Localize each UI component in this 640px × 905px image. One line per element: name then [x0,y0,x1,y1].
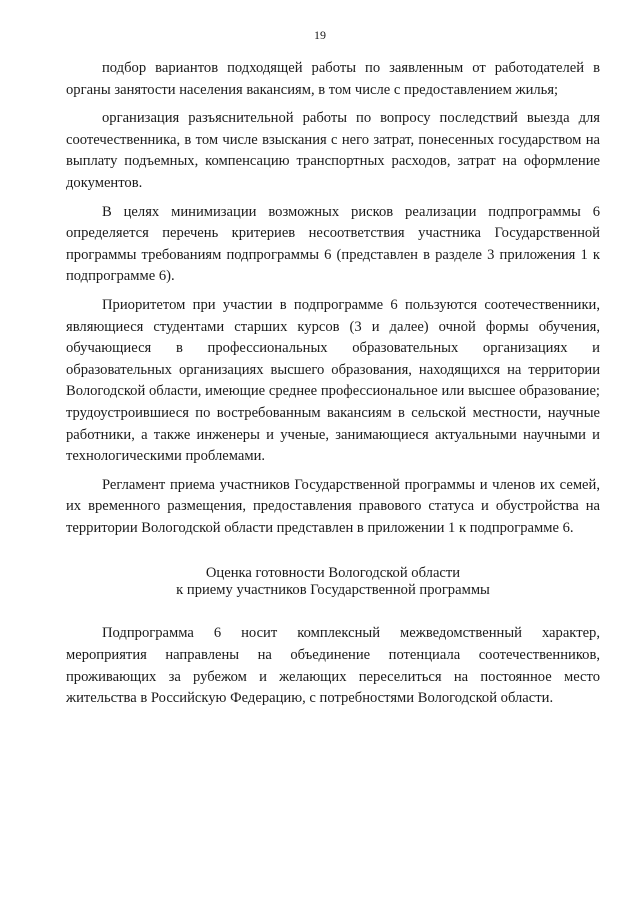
paragraph-subprogram-character: Подпрограмма 6 носит комплексный межведомственный характер, мероприятия направлены на объединение потенциала соотечественников, проживающих за рубежом и желающих переселиться на постоянное место жительства в Российскую Федерацию, с потребностями Вологодской области. [66,625,600,707]
paragraph-explanatory-work: организация разъяснительной работы по вопросу последствий выезда для соотечественника, в том числе взыскания с него затрат, понесенных государством на выплату подъемных, компенсацию транспортных расходов, затрат на оформление документов. [66,110,600,191]
page-number: 19 [314,28,326,42]
paragraph-priority: Приоритетом при участии в подпрограмме 6 пользуются соотечественники, являющиеся студентами старших курсов (3 и далее) очной формы обучения, обучающиеся в профессиональных образовательных организациях и образовательных организациях высшего образования, находящихся на территории Вологодской области, имеющие среднее профессиональное или высшее образование; трудоустроившиеся по востребованным вакансиям в сельской местности, научные работники, а также инженеры и ученые, занимающиеся актуальными научными и технологическими проблемами. [66,296,600,465]
section-heading-line-2: к приему участников Государственной программы [176,582,490,599]
paragraph-regulation: Регламент приема участников Государственной программы и членов их семей, их временного размещения, предоставления правового статуса и обустройства на территории Вологодской области представлен в приложении 1 к подпрограмме 6. [66,476,600,536]
paragraph-risk-minimization: В целях минимизации возможных рисков реализации подпрограммы 6 определяется перечень критериев несоответствия участника Государственной программы требованиям подпрограммы 6 (представлен в разделе 3 приложения 1 к подпрограмме 6). [66,203,600,285]
section-heading-line-1: Оценка готовности Вологодской области [205,565,461,582]
paragraph-job-selection: подбор вариантов подходящей работы по заявленным от работодателей в органы занятости населения вакансиям, в том числе с предоставлением жилья; [66,60,600,98]
section-heading [66,565,600,599]
document-body [66,58,600,710]
